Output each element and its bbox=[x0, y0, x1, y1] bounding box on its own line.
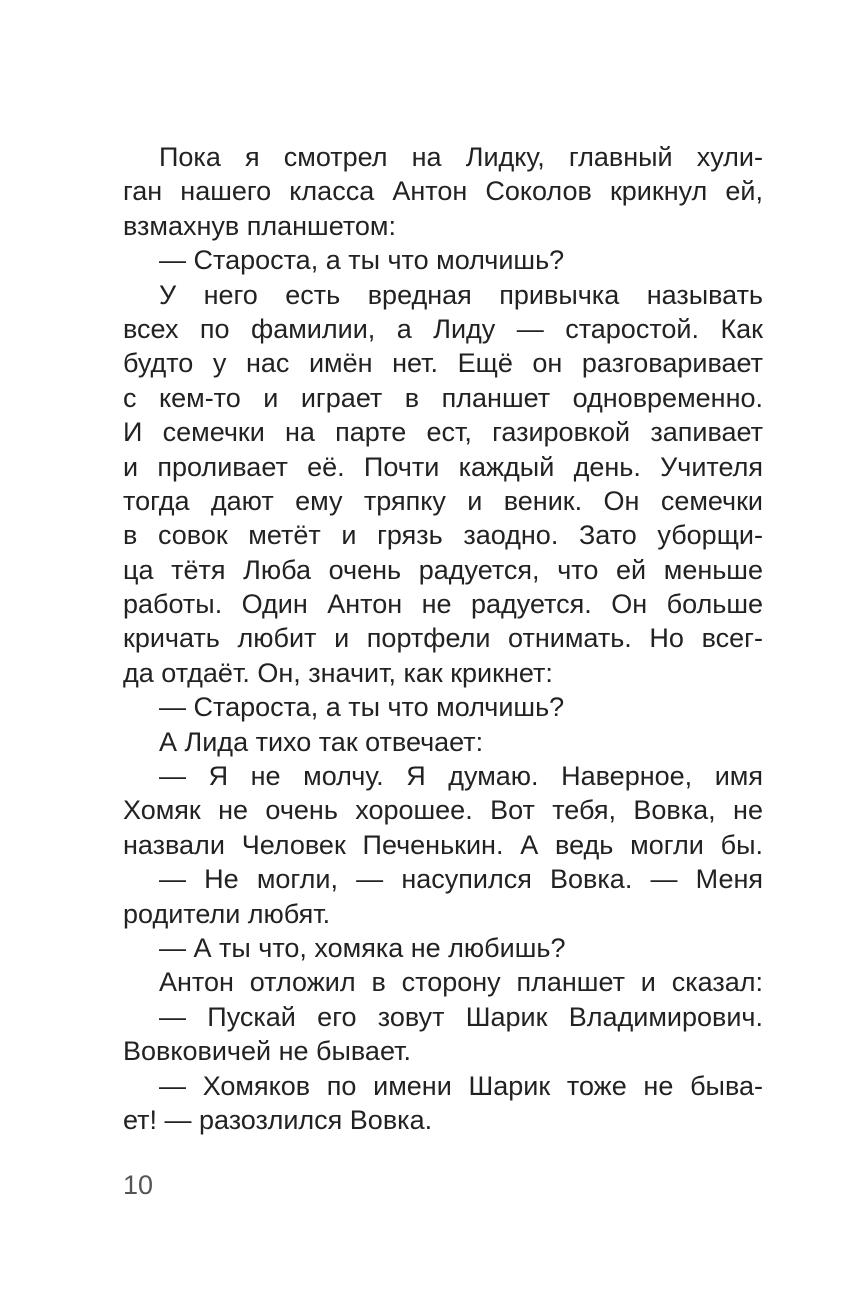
text-line: ет! — разозлился Вовка. bbox=[123, 1104, 433, 1135]
text-line: И семечки на парте ест, газировкой запивает bbox=[123, 417, 763, 448]
text-line: в совок метёт и грязь заодно. Зато уборщи- bbox=[123, 520, 763, 551]
text-line: всех по фамилии, а Лиду — старостой. Как bbox=[123, 313, 763, 344]
text-line: будто у нас имён нет. Ещё он разговаривает bbox=[123, 348, 763, 379]
text-line: Хомяк не очень хорошее. Вот тебя, Вовка, не bbox=[123, 795, 763, 826]
text-line: да отдаёт. Он, значит, как крикнет: bbox=[123, 657, 553, 688]
text-line: Вовковичей не бывает. bbox=[123, 1036, 411, 1067]
text-line: с кем-то и играет в планшет одновременно. bbox=[123, 382, 763, 413]
text-line: Пока я смотрел на Лидку, главный хули- bbox=[159, 142, 763, 172]
text-line: — Не могли, — насупился Вовка. — Меня bbox=[159, 864, 763, 895]
text-line: А Лида тихо так отвечает: bbox=[159, 726, 484, 757]
text-line: работы. Один Антон не радуется. Он больше bbox=[123, 589, 763, 620]
text-line: — Пускай его зовут Шарик Владимирович. bbox=[159, 1001, 763, 1032]
text-line: назвали Человек Печенькин. А ведь могли бы. bbox=[123, 829, 763, 860]
text-line: ган нашего класса Антон Соколов крикнул ей, bbox=[123, 176, 763, 207]
text-line: и проливает её. Почти каждый день. Учителя bbox=[123, 451, 763, 482]
text-line: взмахнув планшетом: bbox=[123, 210, 396, 241]
text-line: — Староста, а ты что молчишь? bbox=[159, 692, 565, 723]
text-line: — Я не молчу. Я думаю. Наверное, имя bbox=[159, 761, 763, 792]
text-line: У него есть вредная привычка называть bbox=[159, 279, 763, 310]
text-line: родители любят. bbox=[123, 898, 331, 929]
text-line: — А ты что, хомяка не любишь? bbox=[159, 932, 566, 963]
text-line: тогда дают ему тряпку и веник. Он семечки bbox=[123, 485, 763, 516]
text-line: Антон отложил в сторону планшет и сказал: bbox=[159, 967, 763, 998]
body-text bbox=[123, 140, 763, 1137]
page-number: 10 bbox=[123, 1170, 154, 1200]
text-line: ца тётя Люба очень радуется, что ей меньше bbox=[123, 554, 763, 585]
text-line: — Староста, а ты что молчишь? bbox=[159, 245, 565, 276]
text-line: — Хомяков по имени Шарик тоже не быва- bbox=[159, 1070, 763, 1101]
text-line: кричать любит и портфели отнимать. Но всег- bbox=[123, 623, 763, 654]
